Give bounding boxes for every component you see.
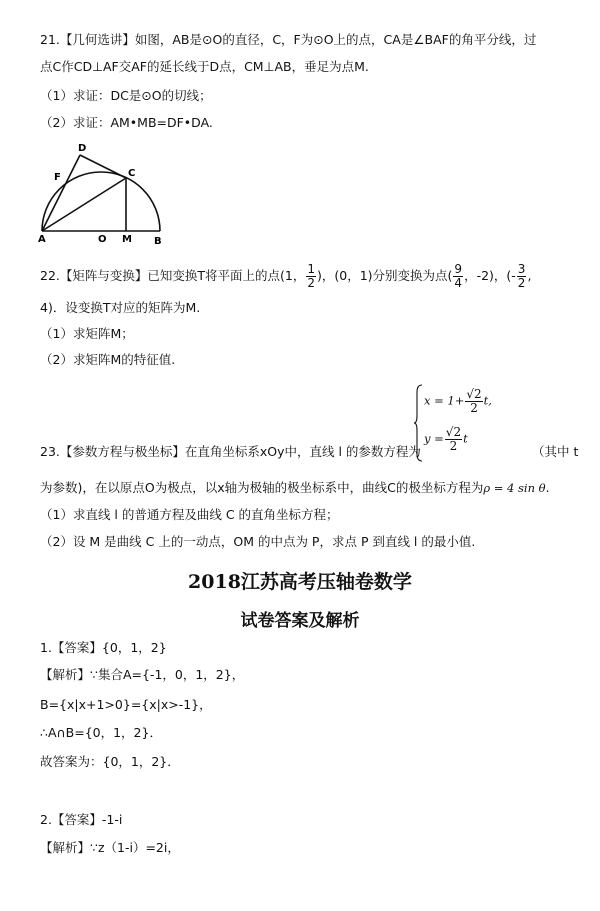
a2-analysis: 【解析】∵z（1-i）=2i， (40, 840, 180, 855)
q21-line2: 点C作CD⊥AF交AF的延长线于D点，CM⊥AB，垂足为点M. (40, 59, 369, 74)
q22-frac2-num: 9 (454, 262, 463, 276)
q23-polar-equation: ρ = 4 sin θ (483, 481, 546, 495)
q23-eq1-fraction (465, 388, 482, 415)
q23-line1-tail: （其中 t (532, 444, 579, 459)
q22-fraction-2 (453, 263, 463, 290)
q23-equation-x (424, 388, 492, 415)
label-o: O (98, 234, 107, 245)
q22-line2: 4)．设变换T对应的矩阵为M. (40, 300, 201, 315)
q23-eq1-num: √2 (466, 387, 482, 401)
q23-eq2-tail: t (463, 431, 468, 446)
q21-line1: 21.【几何选讲】如图，AB是⊙O的直径，C，F为⊙O上的点，CA是∠BAF的角平分线，过 (40, 32, 537, 47)
q23-line2-end: . (545, 480, 550, 495)
page-title: 2018江苏高考压轴卷数学 (188, 571, 412, 593)
label-d: D (78, 143, 87, 154)
segment-dc (80, 155, 126, 178)
q22-text-d: , (527, 268, 532, 283)
q22-frac1-num: 1 (307, 262, 315, 276)
q22-part1: （1）求矩阵M； (40, 326, 134, 341)
page-subtitle: 试卷答案及解析 (240, 611, 360, 631)
a1-analysis: 【解析】∵集合A={-1，0，1，2}， (40, 667, 245, 682)
a1-answer: 1.【答案】{0，1，2} (40, 640, 167, 655)
label-a: A (38, 234, 46, 245)
q23-eq2-den: 2 (449, 439, 458, 453)
q23-line2-text: 为参数)，在以原点O为极点，以x轴为极轴的极坐标系中，曲线C的极坐标方程为 (40, 480, 484, 495)
q23-eq1-tail: t, (483, 393, 492, 408)
q22-frac3-den: 2 (517, 276, 526, 290)
q22-fraction-1 (306, 263, 316, 290)
q23-part2: （2）设 M 是曲线 C 上的一动点，OM 的中点为 P，求点 P 到直线 l 的最小值. (40, 534, 476, 549)
label-b: B (154, 236, 162, 246)
q23-parametric-system (414, 384, 524, 462)
q23-line1: 23.【参数方程与极坐标】在直角坐标系xOy中，直线 l 的参数方程为 (40, 444, 421, 459)
q22-text-a: 22.【矩阵与变换】已知变换T将平面上的点(1， (40, 268, 306, 283)
q22-frac2-den: 4 (454, 276, 463, 290)
q23-equation-y (424, 426, 468, 453)
q22-text-b: )，(0，1)分别变换为点( (317, 268, 453, 283)
q23-eq2-num: √2 (445, 425, 462, 439)
q23-eq1-lhs: x = 1+ (424, 393, 465, 408)
q23-line2 (40, 480, 550, 496)
q22-frac3-num: 3 (517, 262, 526, 276)
a1-line3: B={x|x+1>0}={x|x>-1}， (40, 697, 212, 712)
q23-eq1-den: 2 (470, 401, 478, 415)
label-c: C (128, 168, 136, 179)
q23-eq2-lhs: y = (424, 431, 444, 446)
q22-line1 (40, 262, 531, 290)
q22-part2: （2）求矩阵M的特征值. (40, 352, 176, 367)
a1-line4: ∴A∩B={0，1，2}． (40, 725, 162, 740)
a2-answer: 2.【答案】-1-i (40, 812, 123, 827)
q21-part1: （1）求证：DC是⊙O的切线； (40, 88, 212, 103)
q21-part2: （2）求证：AM•MB=DF•DA. (40, 115, 213, 130)
q23-part1: （1）求直线 l 的普通方程及曲线 C 的直角坐标方程； (40, 507, 339, 522)
q23-eq2-fraction (445, 426, 462, 453)
q21-geometry-figure (34, 138, 174, 246)
q22-frac1-den: 2 (307, 276, 315, 290)
a1-line5: 故答案为：{0，1，2}． (40, 754, 180, 769)
label-f: F (54, 172, 61, 183)
q22-text-c: ，-2)，(- (464, 268, 516, 283)
label-m: M (122, 234, 132, 245)
q22-fraction-3 (517, 263, 527, 290)
